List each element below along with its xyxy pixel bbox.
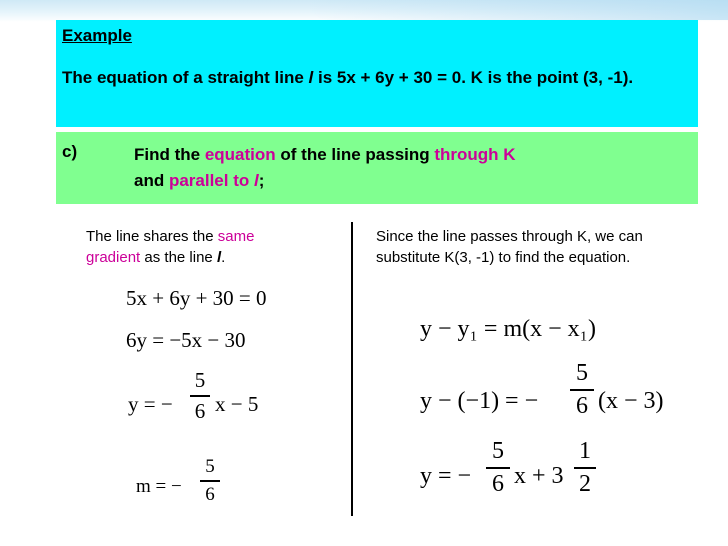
right-eq-3-fraction-2: [574, 438, 596, 498]
right-eq-3-lhs: y = −: [420, 463, 472, 489]
left-eq-4-lhs: m = −: [136, 476, 182, 497]
left-note-text-1: The line shares the: [86, 228, 218, 245]
q-text-1: Find the: [134, 145, 205, 164]
left-eq-4-numerator: 5: [205, 456, 215, 477]
q-highlight-equation: equation: [204, 145, 276, 164]
left-note-text-2: as the line: [140, 249, 217, 266]
left-eq-3-fraction: [190, 368, 210, 424]
q-highlight-var: l: [253, 171, 259, 190]
right-eq-3-mid: x + 3: [514, 463, 564, 489]
right-eq-2-fraction: [570, 360, 594, 420]
right-eq-3-denominator: 6: [492, 470, 504, 497]
right-eq-2-denominator: 6: [576, 392, 588, 419]
right-eq-3-fraction: [486, 438, 510, 498]
q-text-3: and: [134, 171, 169, 190]
header-decoration: [0, 0, 728, 22]
right-eq-3-denominator-2: 2: [579, 470, 591, 497]
statement-prefix: The equation of a straight line: [62, 68, 309, 87]
left-eq-4-fraction: [200, 456, 220, 506]
left-eq-3-denominator: 6: [194, 398, 206, 423]
right-eq-2-rhs: (x − 3): [598, 388, 664, 414]
example-box: [56, 20, 698, 127]
left-eq-3-numerator: 5: [194, 368, 206, 392]
left-eq-2: 6y = −5x − 30: [126, 328, 246, 352]
q-text-4: ;: [258, 171, 265, 190]
example-statement: [62, 64, 694, 91]
statement-var: l: [308, 68, 314, 87]
left-note-text-3: .: [221, 249, 226, 266]
q-highlight-parallel: parallel to: [168, 171, 254, 190]
question-label: c): [62, 142, 78, 161]
header-swoosh: [308, 0, 728, 20]
column-divider: [351, 222, 353, 516]
q-text-2: of the line passing: [275, 145, 435, 164]
right-note: Since the line passes through K, we can substitute K(3, -1) to find the equation.: [376, 228, 643, 266]
fraction-bar: [486, 467, 510, 469]
right-eq-2-numerator: 5: [576, 360, 588, 386]
left-eq-3-rhs: x − 5: [215, 392, 259, 416]
left-eq-1: 5x + 6y + 30 = 0: [126, 286, 267, 310]
left-eq-4-denominator: 6: [205, 483, 215, 505]
right-eq-3-numerator: 5: [492, 438, 504, 464]
right-eq-1: y − y₁ = m(x − x₁): [420, 316, 596, 342]
right-eq-3-numerator-2: 1: [579, 438, 591, 464]
q-highlight-through-k: through K: [434, 145, 516, 164]
left-note: [86, 226, 336, 268]
left-note-same: same: [217, 228, 255, 245]
left-note-gradient: gradient: [86, 249, 141, 266]
example-heading: Example: [62, 26, 132, 45]
fraction-bar: [570, 389, 594, 391]
question-text: [134, 142, 694, 194]
left-note-var: l: [216, 249, 222, 266]
fraction-bar: [200, 480, 220, 482]
right-eq-2-lhs: y − (−1) = −: [420, 388, 539, 414]
fraction-bar: [574, 467, 596, 469]
question-box: [56, 132, 698, 204]
fraction-bar: [190, 395, 210, 397]
statement-suffix: is 5x + 6y + 30 = 0. K is the point (3, -1).: [313, 68, 634, 87]
left-eq-3-lhs: y = −: [128, 392, 173, 416]
